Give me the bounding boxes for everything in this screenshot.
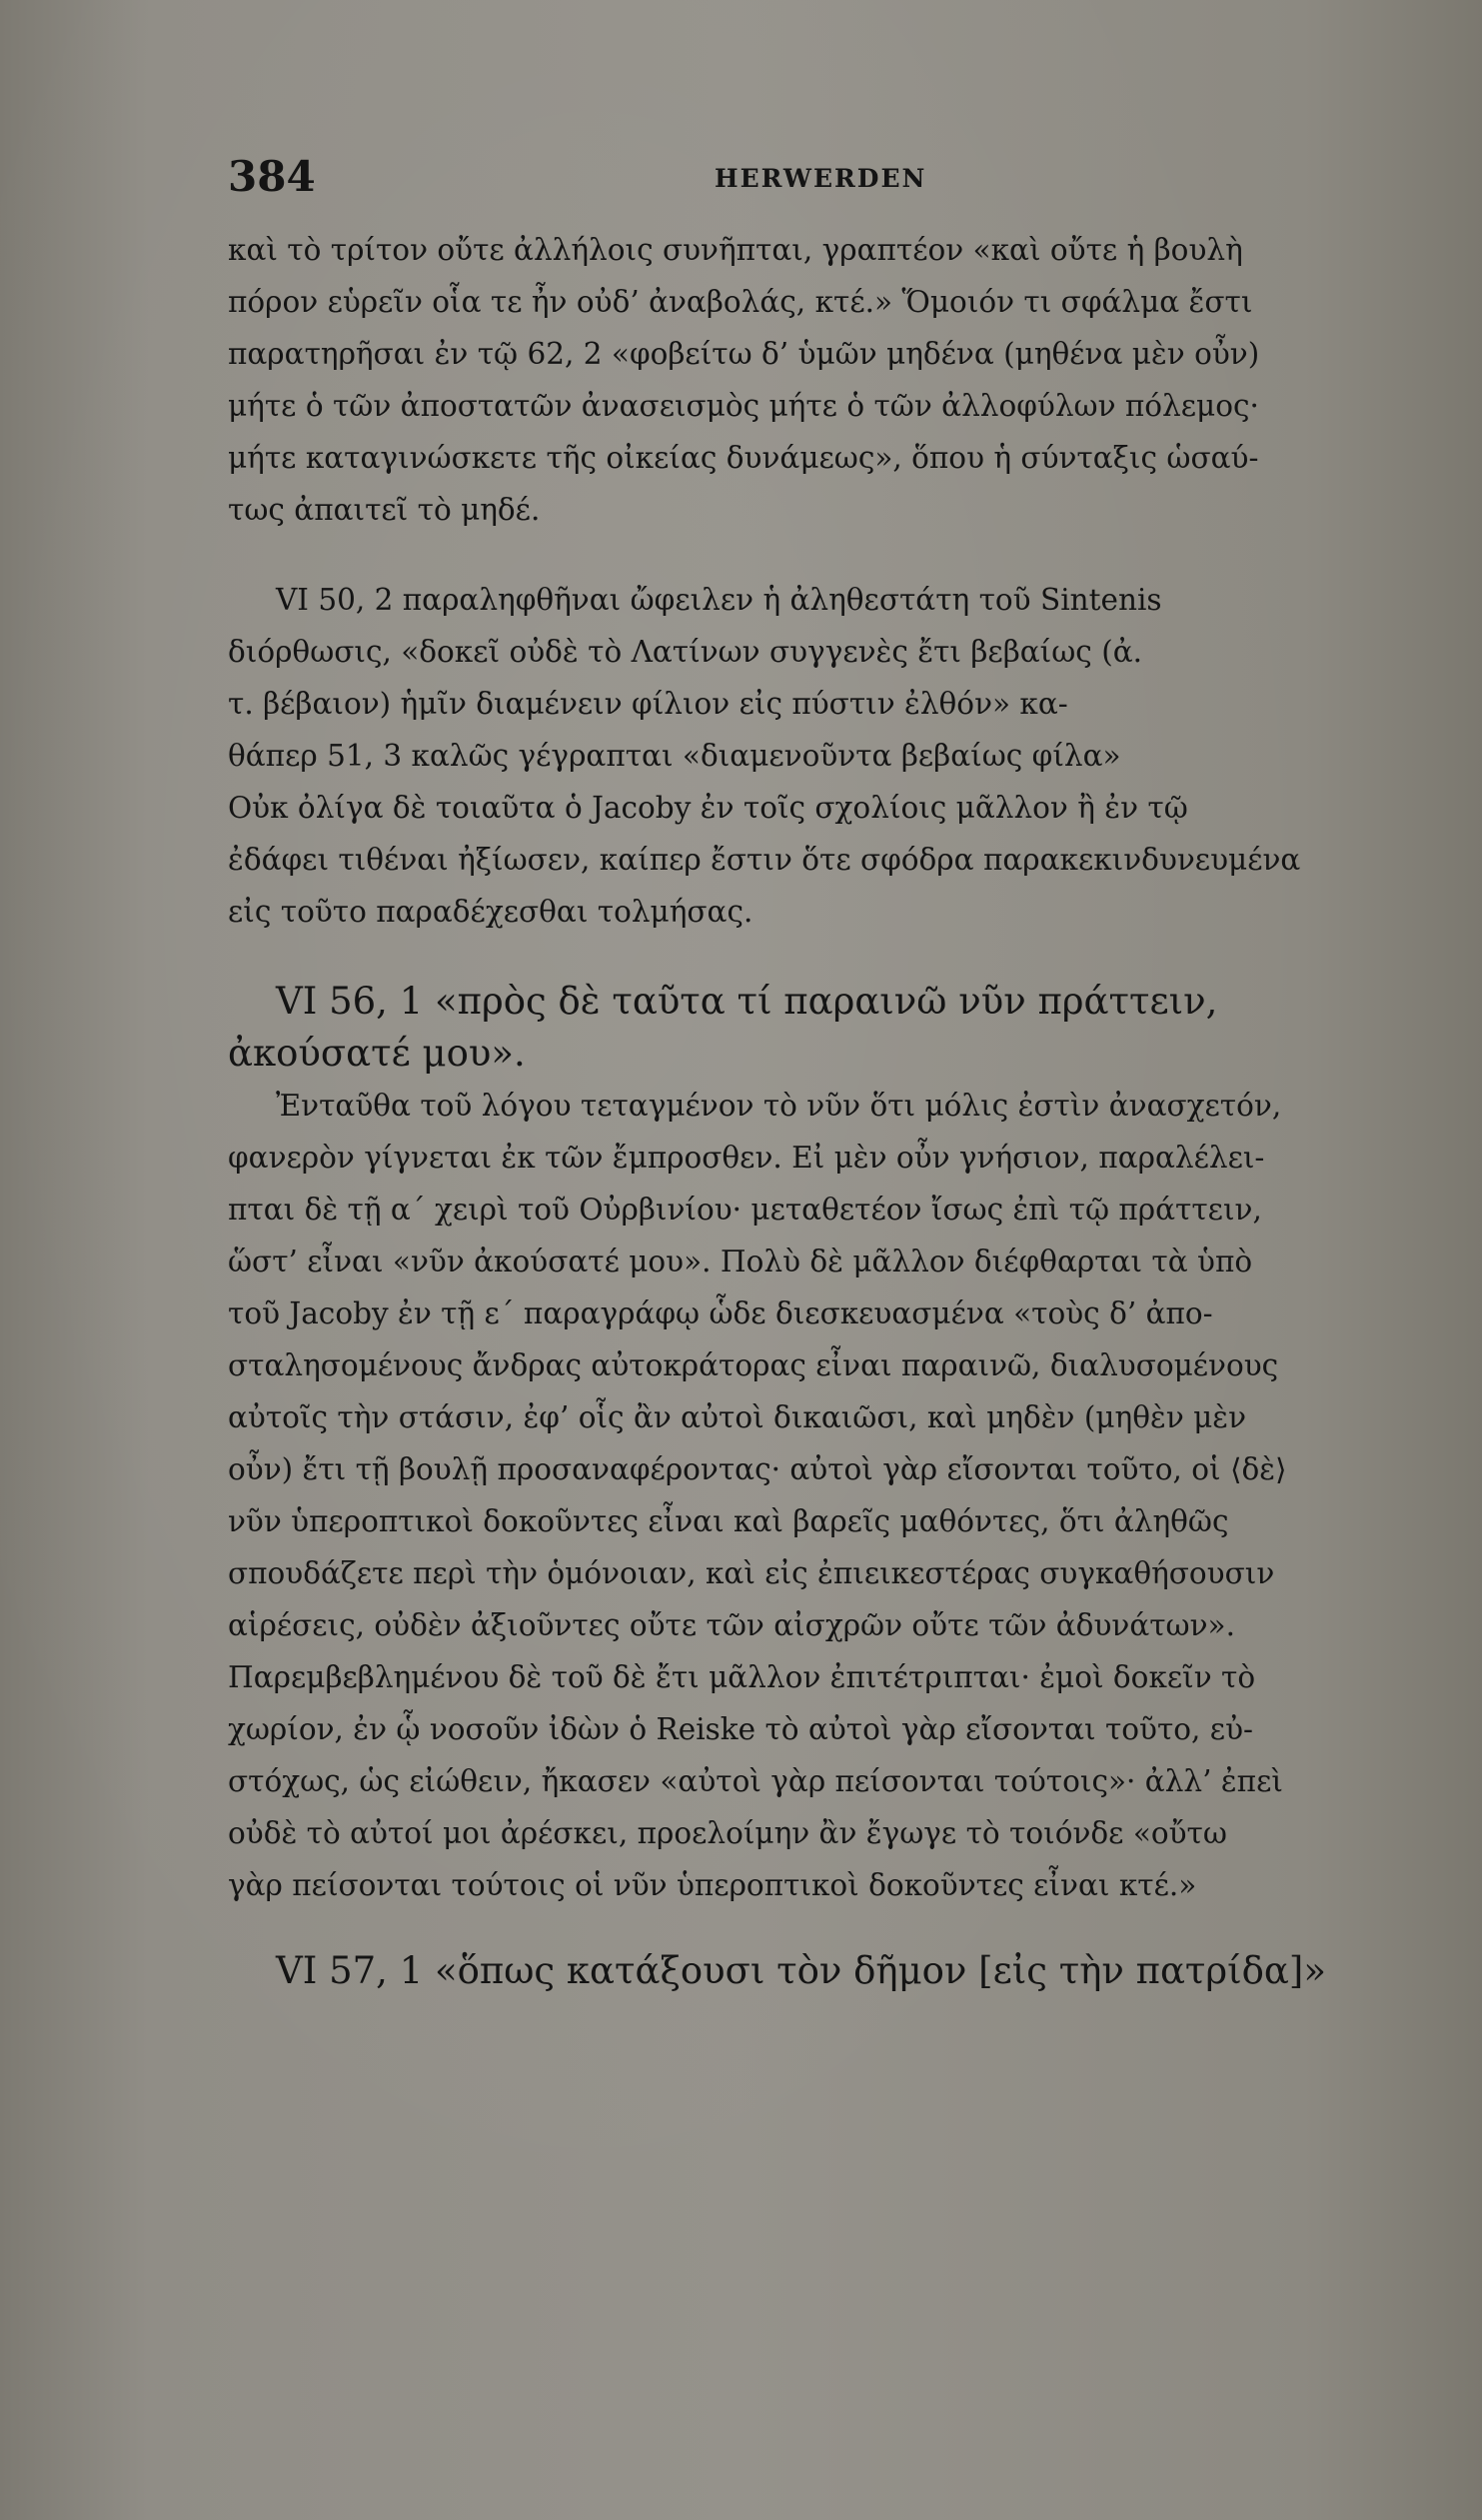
text-line: μήτε καταγινώσκετε τῆς οἰκείας δυνάμεως», ὅπου ἡ σύνταξις ὡσαύ-	[228, 441, 1259, 475]
text-line: οὐδὲ τὸ αὐτοί μοι ἀρέσκει, προελοίμην ἂν ἔγωγε τὸ τοιόνδε «οὔτω	[228, 1816, 1227, 1850]
page-number: 384	[228, 152, 316, 201]
paragraph-3	[228, 976, 1446, 1911]
text-line: θάπερ 51, 3 καλῶς γέγραπται «διαμενοῦντα βεβαίως φίλα»	[228, 739, 1121, 773]
text-line: τως ἀπαιτεῖ τὸ μηδέ.	[228, 493, 541, 527]
text-line: Παρεμβεβλημένου δὲ τοῦ δὲ ἔτι μᾶλλον ἐπιτέτριπται· ἐμοὶ δοκεῖν τὸ	[228, 1660, 1256, 1694]
text-line: τ. βέβαιον) ἡμῖν διαμένειν φίλιον εἰς πύστιν ἐλθόν» κα-	[228, 687, 1068, 721]
text-line: παρατηρῆσαι ἐν τῷ 62, 2 «φοβείτω δ’ ὑμῶν μηδένα (μηθένα μὲν οὖν)	[228, 337, 1260, 371]
text-line: νῦν ὑπεροπτικοὶ δοκοῦντες εἶναι καὶ βαρεῖς μαθόντες, ὅτι ἀληθῶς	[228, 1504, 1229, 1538]
text-line: γὰρ πείσονται τούτοις οἱ νῦν ὑπεροπτικοὶ δοκοῦντες εἶναι κτέ.»	[228, 1868, 1197, 1902]
running-head	[228, 152, 1446, 202]
text-line: αἱρέσεις, οὐδὲν ἀξιοῦντες οὔτε τῶν αἰσχρῶν οὔτε τῶν ἀδυνάτων».	[228, 1608, 1235, 1642]
text-line: τοῦ Jacoby ἐν τῇ ε΄ παραγράφῳ ὧδε διεσκευασμένα «τοὺς δ’ ἀπο-	[228, 1296, 1213, 1330]
text-line: οὖν) ἔτι τῇ βουλῇ προσαναφέροντας· αὐτοὶ γὰρ εἴσονται τοῦτο, οἱ ⟨δὲ⟩	[228, 1452, 1287, 1486]
text-line: εἰς τοῦτο παραδέχεσθαι τολμήσας.	[228, 895, 753, 929]
text-line: ὥστ’ εἶναι «νῦν ἀκούσατέ μου». Πολὺ δὲ μᾶλλον διέφθαρται τὰ ὑπὸ	[228, 1245, 1253, 1278]
text-line: αὐτοῖς τὴν στάσιν, ἐφ’ οἷς ἂν αὐτοὶ δικαιῶσι, καὶ μηδὲν (μηθὲν μὲν	[228, 1400, 1247, 1434]
text-line: ἐδάφει τιθέναι ἠξίωσεν, καίπερ ἔστιν ὅτε σφόδρα παρακεκινδυνευμένα	[228, 843, 1301, 877]
text-line: διόρθωσις, «δοκεῖ οὐδὲ τὸ Λατίνων συγγενὲς ἔτι βεβαίως (ἀ.	[228, 635, 1143, 669]
running-title: HERWERDEN	[715, 164, 927, 193]
text-line: πται δὲ τῇ α΄ χειρὶ τοῦ Οὐρβινίου· μεταθετέον ἴσως ἐπὶ τῷ πράττειν,	[228, 1193, 1262, 1227]
text-line: μήτε ὁ τῶν ἀποστατῶν ἀνασεισμὸς μήτε ὁ τῶν ἀλλοφύλων πόλεμος·	[228, 389, 1259, 423]
text-line: VI 57, 1 «ὅπως κατάξουσι τὸν δῆμον [εἰς τὴν πατρίδα]»	[276, 1949, 1326, 1992]
text-line: χωρίον, ἐν ᾧ νοσοῦν ἰδὼν ὁ Reiske τὸ αὐτοὶ γὰρ εἴσονται τοῦτο, εὐ-	[228, 1712, 1253, 1746]
paragraph-1	[228, 224, 1446, 536]
paragraph-4	[228, 1945, 1446, 1997]
text-line: σπουδάζετε περὶ τὴν ὁμόνοιαν, καὶ εἰς ἐπιεικεστέρας συγκαθήσουσιν	[228, 1556, 1275, 1590]
text-line: ἀκούσατέ μου».	[228, 1032, 526, 1075]
text-line: σταλησομένους ἄνδρας αὐτοκράτορας εἶναι παραινῶ, διαλυσομένους	[228, 1348, 1279, 1382]
text-line: φανερὸν γίγνεται ἐκ τῶν ἔμπροσθεν. Εἰ μὲν οὖν γνήσιον, παραλέλει-	[228, 1141, 1265, 1175]
text-line: στόχως, ὡς εἰώθειν, ἤκασεν «αὐτοὶ γὰρ πείσονται τούτοις»· ἀλλ’ ἐπεὶ	[228, 1764, 1283, 1798]
paragraph-2	[228, 574, 1446, 938]
text-line: VI 56, 1 «πρὸς δὲ ταῦτα τί παραινῶ νῦν πράττειν,	[276, 980, 1218, 1023]
text-line: πόρον εὑρεῖν οἷα τε ἦν οὐδ’ ἀναβολάς, κτέ.» Ὅμοιόν τι σφάλμα ἔστι	[228, 285, 1253, 319]
text-line: VI 50, 2 παραληφθῆναι ὤφειλεν ἡ ἀληθεστάτη τοῦ Sintenis	[276, 583, 1162, 617]
text-line: καὶ τὸ τρίτον οὔτε ἀλλήλοις συνῆπται, γραπτέον «καὶ οὔτε ἡ βουλὴ	[228, 233, 1243, 267]
text-line: Οὐκ ὀλίγα δὲ τοιαῦτα ὁ Jacoby ἐν τοῖς σχολίοις μᾶλλον ἢ ἐν τῷ	[228, 791, 1188, 825]
text-line: Ἐνταῦθα τοῦ λόγου τεταγμένον τὸ νῦν ὅτι μόλις ἐστὶν ἀνασχετόν,	[276, 1089, 1282, 1123]
